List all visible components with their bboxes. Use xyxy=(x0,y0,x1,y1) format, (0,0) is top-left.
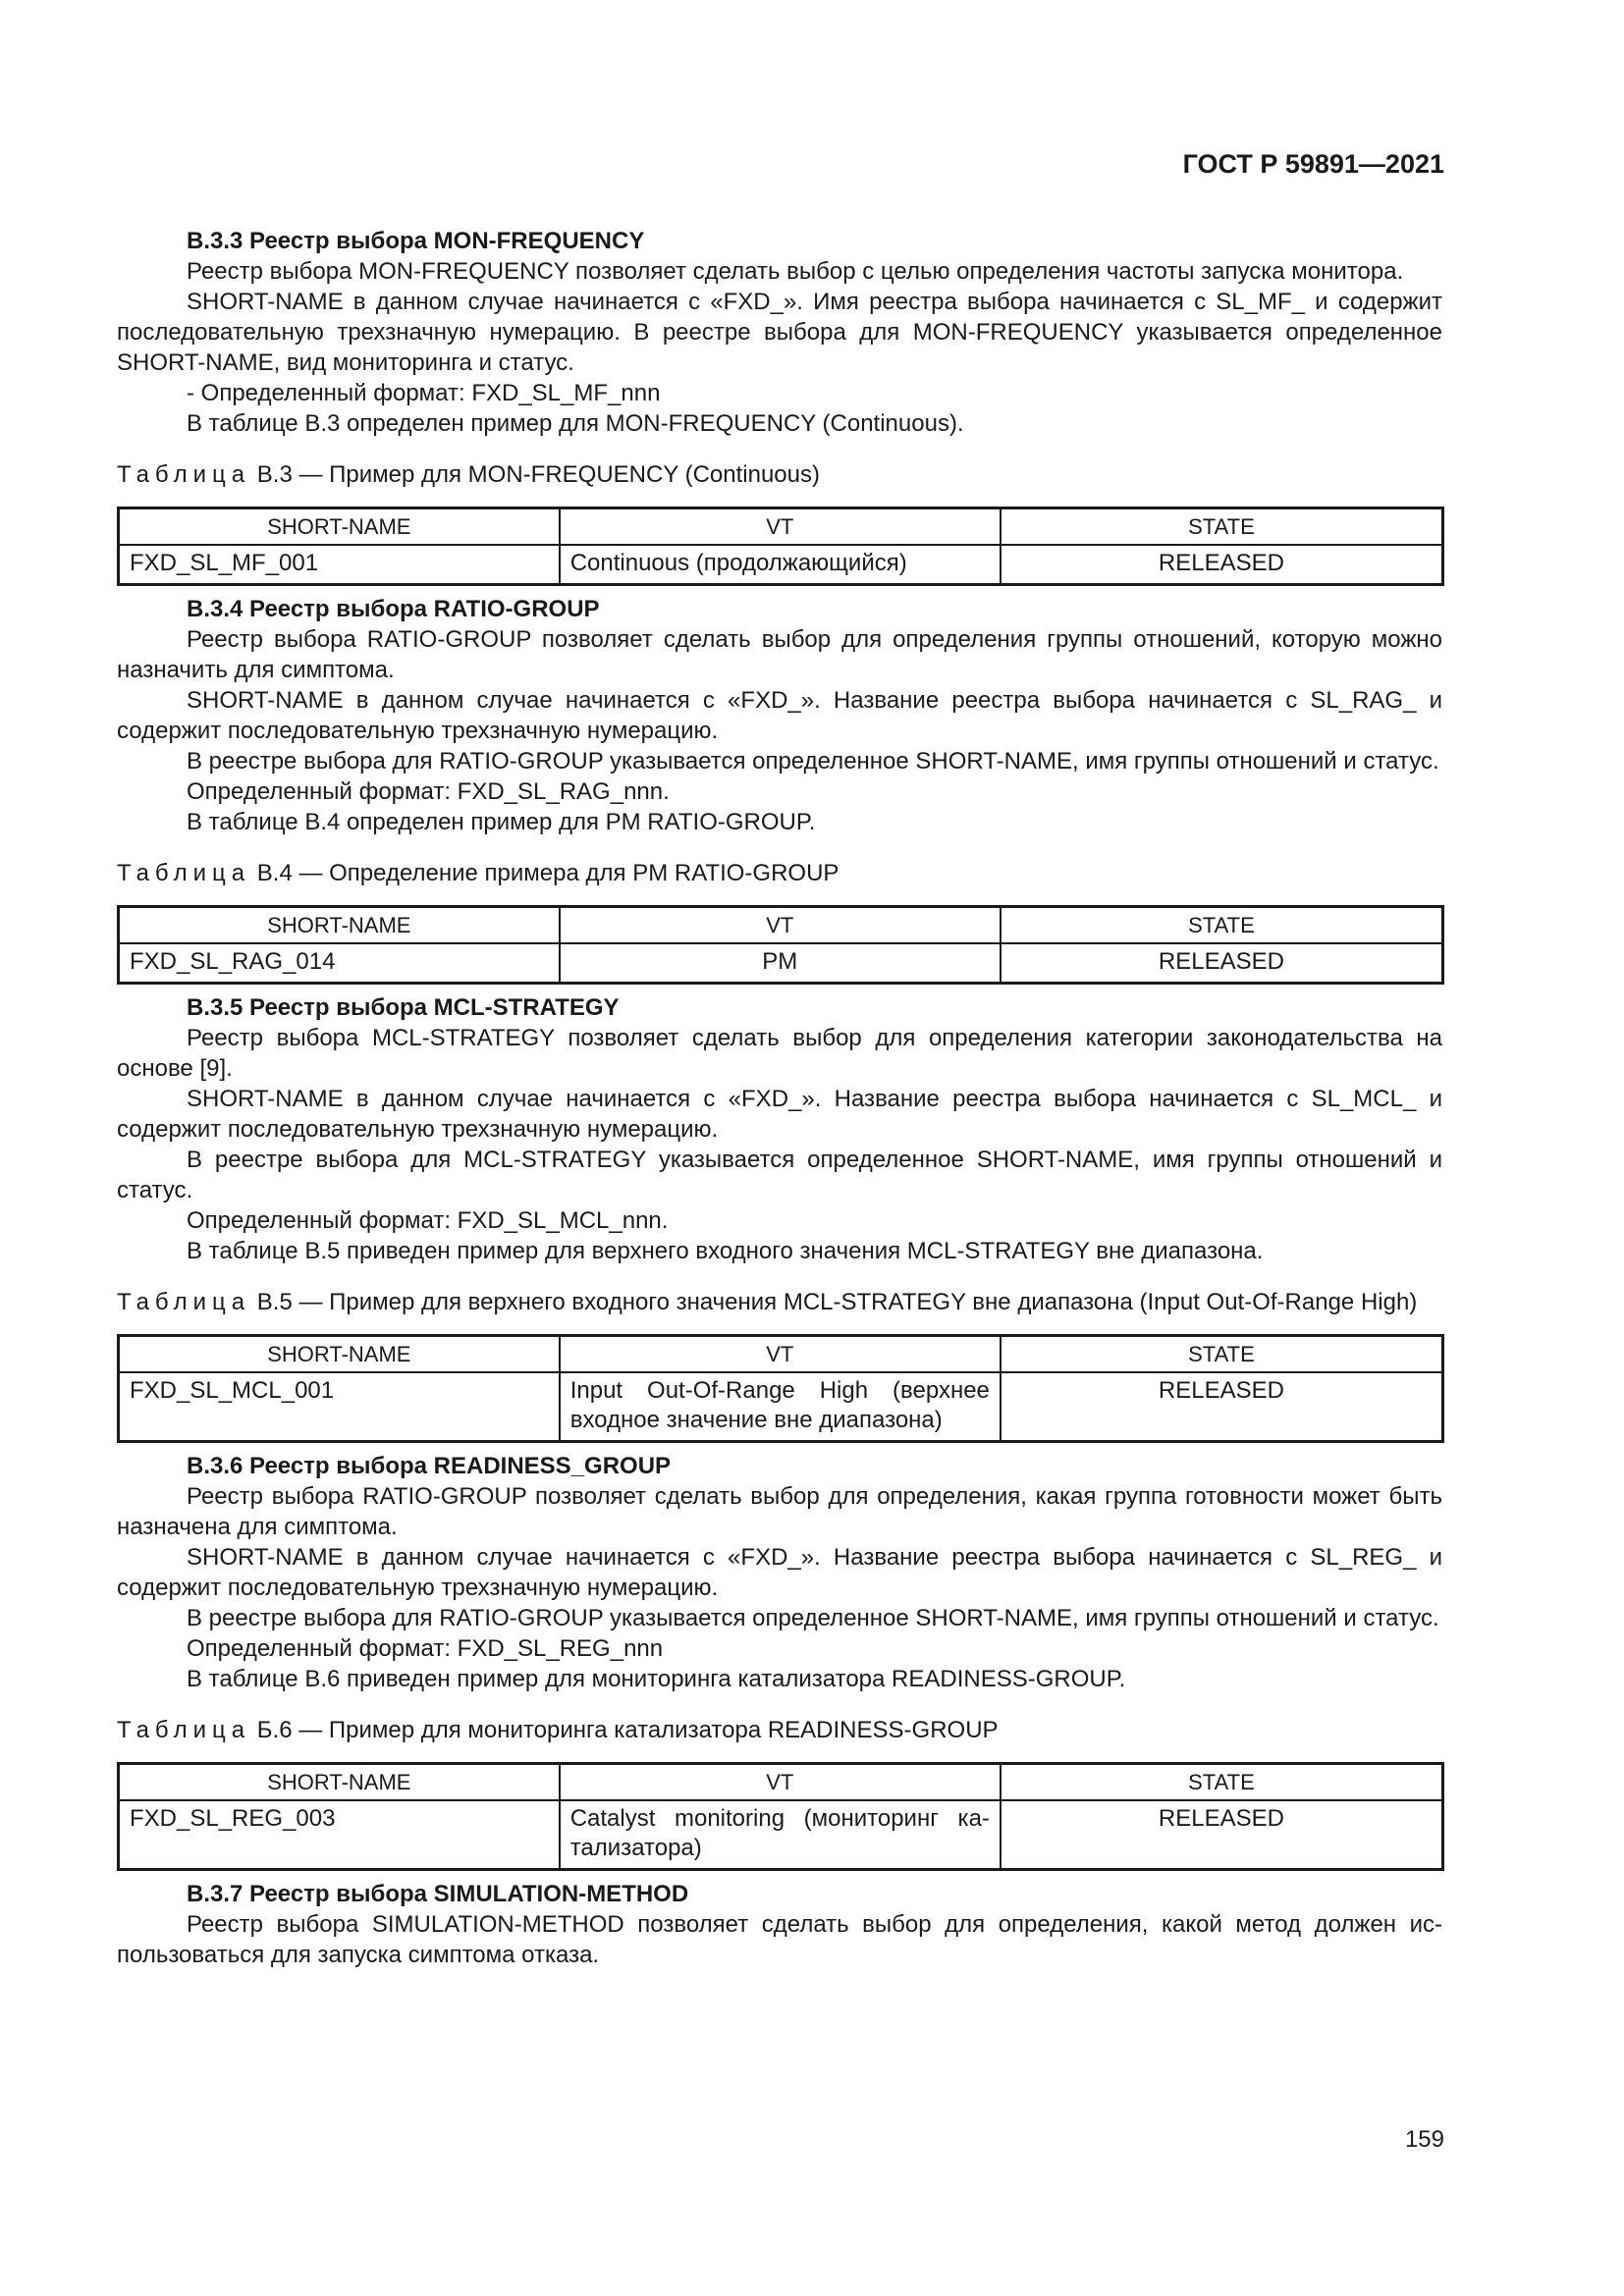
paragraph: - Определенный формат: FXD_SL_MF_nnn xyxy=(187,380,661,406)
table-caption xyxy=(117,459,1442,490)
table-cell: RELEASED xyxy=(1001,1800,1443,1870)
paragraph: SHORT-NAME в данном случае начинается с «FXD_». Имя реестра выбора начинается с SL_MF_ и содержит последовательную трехзначную нумерацию. В реестре выбора для MON-FREQUENCY указывается определенное SHORT-NAME, вид мониторинга и статус. xyxy=(117,289,1442,376)
section-heading: В.3.6 Реестр выбора READINESS_GROUP xyxy=(187,1453,672,1479)
column-header: SHORT-NAME xyxy=(119,508,560,546)
paragraph: В таблице В.4 определен пример для PM RATIO-GROUP. xyxy=(187,809,816,835)
column-header: SHORT-NAME xyxy=(119,1764,560,1801)
table-cell: RELEASED xyxy=(1001,943,1443,984)
table-label: Таблица xyxy=(117,860,251,886)
table-cell: FXD_SL_MCL_001 xyxy=(119,1372,560,1442)
table-b5 xyxy=(117,1334,1444,1443)
table-row xyxy=(119,943,1443,984)
section-heading: В.3.5 Реестр выбора MCL-STRATEGY xyxy=(187,994,620,1021)
table-cell: Catalyst monitoring (мониторинг ка-тализатора) xyxy=(560,1800,1001,1870)
table-cell: PM xyxy=(560,943,1001,984)
table-cell: RELEASED xyxy=(1001,1372,1443,1442)
table-header-row xyxy=(119,1336,1443,1373)
column-header: VT xyxy=(560,508,1001,546)
column-header: VT xyxy=(560,907,1001,944)
paragraph: В таблице В.6 приведен пример для мониторинга катализатора READINESS-GROUP. xyxy=(187,1666,1126,1692)
table-row xyxy=(119,545,1443,585)
standard-header: ГОСТ Р 59891—2021 xyxy=(1182,149,1444,179)
paragraph: SHORT-NAME в данном случае начинается с «FXD_». Название реестра выбора начинается с SL_MCL_ и содержит последовательную трехзначную нумерацию. xyxy=(117,1086,1442,1143)
paragraph: В реестре выбора для RATIO-GROUP указывается определенное SHORT-NAME, имя группы отношений и статус. xyxy=(187,1605,1439,1631)
table-row xyxy=(119,1372,1443,1442)
table-cell: FXD_SL_RAG_014 xyxy=(119,943,560,984)
paragraph: SHORT-NAME в данном случае начинается с «FXD_». Название реестра выбора начинается с SL_RAG_ и содержит последовательную трехзначную нумерацию. xyxy=(117,687,1442,744)
table-cell: FXD_SL_REG_003 xyxy=(119,1800,560,1870)
table-cell: Continuous (продолжающийся) xyxy=(560,545,1001,585)
column-header: STATE xyxy=(1001,1764,1443,1801)
table-title: В.4 — Определение примера для PM RATIO-GROUP xyxy=(256,860,839,886)
paragraph: Определенный формат: FXD_SL_RAG_nnn. xyxy=(187,778,670,805)
table-caption xyxy=(117,1287,1442,1317)
column-header: STATE xyxy=(1001,1336,1443,1373)
table-label: Таблица xyxy=(117,1717,251,1743)
table-b3 xyxy=(117,507,1444,586)
paragraph: Определенный формат: FXD_SL_MCL_nnn. xyxy=(187,1207,669,1234)
table-title: В.3 — Пример для MON-FREQUENCY (Continuous) xyxy=(256,461,820,488)
table-b4 xyxy=(117,905,1444,985)
section-mcl-strategy xyxy=(117,992,1442,1443)
table-header-row xyxy=(119,1764,1443,1801)
paragraph: В реестре выбора для RATIO-GROUP указывается определенное SHORT-NAME, имя группы отношений и статус. xyxy=(187,748,1439,774)
table-b6 xyxy=(117,1762,1444,1871)
section-heading: В.3.3 Реестр выбора MON-FREQUENCY xyxy=(187,228,645,254)
paragraph: В реестре выбора для MCL-STRATEGY указывается определенное SHORT-NAME, имя группы отношений и статус. xyxy=(117,1147,1442,1203)
table-caption xyxy=(117,1715,1442,1745)
section-ratio-group xyxy=(117,594,1442,985)
section-simulation-method xyxy=(117,1879,1442,1970)
table-label: Таблица xyxy=(117,1289,251,1315)
column-header: STATE xyxy=(1001,907,1443,944)
paragraph: SHORT-NAME в данном случае начинается с «FXD_». Название реестра выбора начинается с SL_REG_ и содержит последовательную трехзначную нумерацию. xyxy=(117,1544,1442,1601)
table-header-row xyxy=(119,907,1443,944)
page-number: 159 xyxy=(1404,2126,1444,2153)
column-header: SHORT-NAME xyxy=(119,1336,560,1373)
paragraph: Реестр выбора MCL-STRATEGY позволяет сделать выбор для определения категории законодательства на основе [9]. xyxy=(117,1025,1442,1082)
table-cell: Input Out-Of-Range High (верхнее входное значение вне диапазона) xyxy=(560,1372,1001,1442)
table-label: Таблица xyxy=(117,461,251,488)
paragraph: В таблице В.5 приведен пример для верхнего входного значения MCL-STRATEGY вне диапазона. xyxy=(187,1238,1264,1264)
paragraph: Реестр выбора RATIO-GROUP позволяет сделать выбор для определения, какая группа готовности может быть назначена для симптома. xyxy=(117,1483,1442,1540)
column-header: SHORT-NAME xyxy=(119,907,560,944)
paragraph: В таблице В.3 определен пример для MON-FREQUENCY (Continuous). xyxy=(187,410,964,437)
paragraph: Реестр выбора MON-FREQUENCY позволяет сделать выбор с целью определения частоты запуска монитора. xyxy=(187,258,1404,285)
table-cell: FXD_SL_MF_001 xyxy=(119,545,560,585)
section-heading: В.3.4 Реестр выбора RATIO-GROUP xyxy=(187,596,600,622)
paragraph: Определенный формат: FXD_SL_REG_nnn xyxy=(187,1635,664,1662)
table-title: Б.6 — Пример для мониторинга катализатора READINESS-GROUP xyxy=(256,1717,999,1743)
column-header: VT xyxy=(560,1764,1001,1801)
column-header: VT xyxy=(560,1336,1001,1373)
column-header: STATE xyxy=(1001,508,1443,546)
table-header-row xyxy=(119,508,1443,546)
table-row xyxy=(119,1800,1443,1870)
section-heading: В.3.7 Реестр выбора SIMULATION-METHOD xyxy=(187,1881,689,1907)
table-cell: RELEASED xyxy=(1001,545,1443,585)
paragraph: Реестр выбора RATIO-GROUP позволяет сделать выбор для определения группы отношений, которую можно назначить для симптома. xyxy=(117,626,1442,683)
section-mon-frequency xyxy=(117,226,1442,586)
section-readiness-group xyxy=(117,1451,1442,1871)
table-title: В.5 — Пример для верхнего входного значения MCL-STRATEGY вне диапазона (Input Out-Of-Range High) xyxy=(256,1289,1418,1315)
document-body xyxy=(117,226,1442,1970)
paragraph: Реестр выбора SIMULATION-METHOD позволяет сделать выбор для определения, какой метод должен ис-пользоваться для запуска симптома отказа. xyxy=(117,1911,1442,1968)
table-caption xyxy=(117,858,1442,888)
